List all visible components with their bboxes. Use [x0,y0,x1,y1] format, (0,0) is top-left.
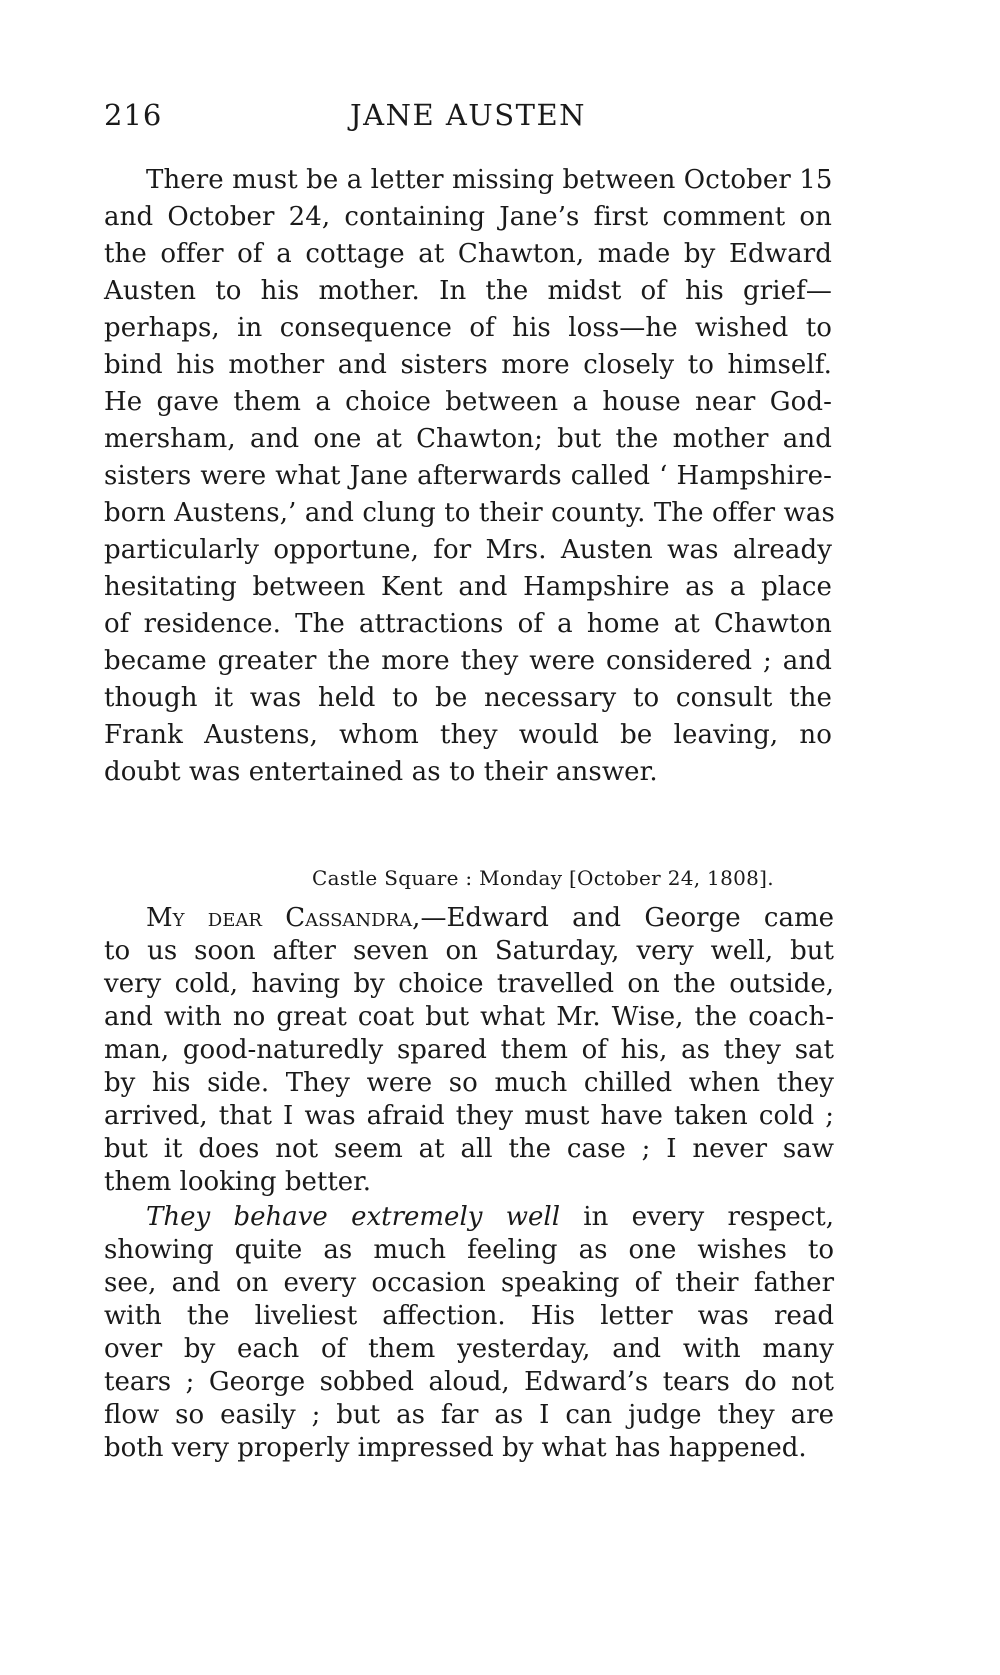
letter-line: and with no great coat but what Mr. Wise, the coach- [104,1002,834,1032]
intro-line: He gave them a choice between a house near God- [104,387,832,417]
letter-salutation: My dear Cassandra, [146,903,421,933]
intro-line: perhaps, in consequence of his loss—he wished to [104,313,832,343]
intro-line: Austen to his mother. In the midst of his grief— [104,276,832,306]
intro-line: Frank Austens, whom they would be leaving, no [104,720,832,750]
intro-line: born Austens,’ and clung to their county. The offer was [104,498,835,528]
letter-line: both very properly impressed by what has happened. [104,1433,807,1463]
intro-line: hesitating between Kent and Hampshire as a place [104,572,832,602]
intro-line: of residence. The attractions of a home at Chawton [104,609,832,639]
intro-line: sisters were what Jane afterwards called ‘ Hampshire- [104,461,832,491]
letter-line: but it does not seem at all the case ; I never saw [104,1134,834,1164]
intro-line: mersham, and one at Chawton; but the mother and [104,424,832,454]
letter-first-line [146,902,834,935]
letter-line: flow so easily ; but as far as I can judge they are [104,1400,834,1430]
letter-line: with the liveliest affection. His letter was read [104,1301,834,1331]
letter-second-paragraph-first-line [146,1201,834,1234]
intro-line: though it was held to be necessary to consult the [104,683,832,713]
letter-first-line-rest: —Edward and George came [420,903,834,933]
running-title: JANE AUSTEN [350,98,586,132]
letter-line: by his side. They were so much chilled when they [104,1068,834,1098]
letter-dateline: Castle Square : Monday [October 24, 1808]. [312,866,774,890]
intro-line: the offer of a cottage at Chawton, made by Edward [104,239,832,269]
letter-line-rest: in every respect, [560,1202,834,1232]
intro-line: There must be a letter missing between October 15 [146,165,833,195]
intro-line: bind his mother and sisters more closely to himself. [104,350,832,380]
letter-line: tears ; George sobbed aloud, Edward’s tears do not [104,1367,834,1397]
letter-line: man, good-naturedly spared them of his, as they sat [104,1035,834,1065]
italic-phrase: They behave extremely well [146,1202,561,1232]
letter-line: arrived, that I was afraid they must have taken cold ; [104,1101,834,1131]
letter-line: see, and on every occasion speaking of their father [104,1268,834,1298]
letter-line: very cold, having by choice travelled on the outside, [104,969,834,999]
letter-line: showing quite as much feeling as one wishes to [104,1235,834,1265]
intro-line: particularly opportune, for Mrs. Austen was already [104,535,832,565]
intro-line: became greater the more they were considered ; and [104,646,832,676]
letter-line: over by each of them yesterday, and with many [104,1334,834,1364]
letter-line: them looking better. [104,1167,371,1197]
page-number: 216 [104,98,163,132]
page-header [0,98,1000,142]
letter-line: to us soon after seven on Saturday, very well, but [104,936,834,966]
intro-line: doubt was entertained as to their answer. [104,757,658,787]
intro-line: and October 24, containing Jane’s first comment on [104,202,832,232]
